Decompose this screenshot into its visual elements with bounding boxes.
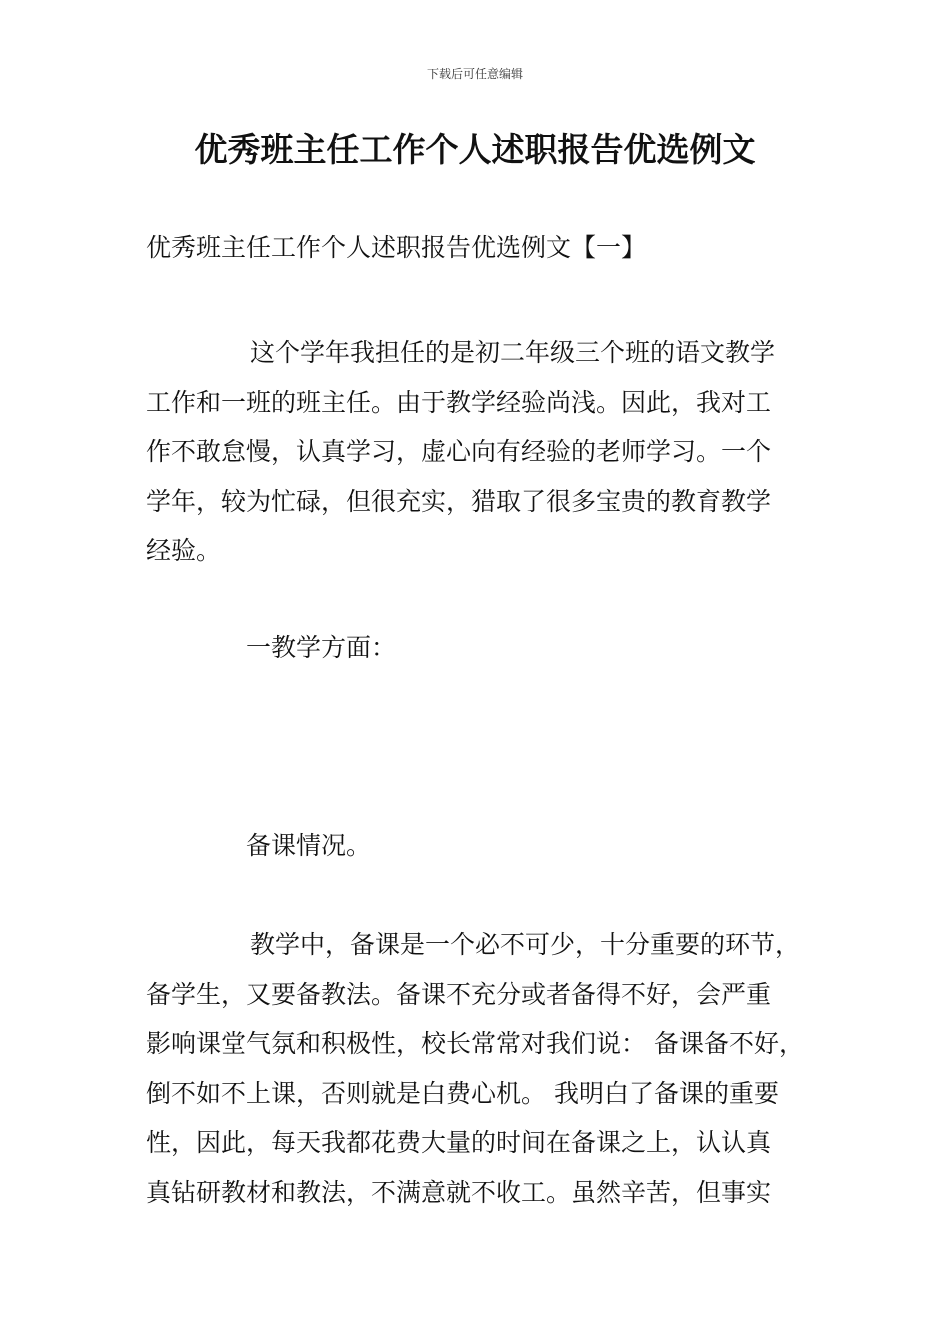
section-heading-teaching: 一教学方面： (246, 633, 397, 662)
paragraph-line: 倒不如不上课，否则就是白费心机。 我明白了备课的重要 (146, 1078, 779, 1108)
paragraph-line: 经验。 (146, 536, 222, 565)
paragraph-line: 性，因此，每天我都花费大量的时间在备课之上，认认真 (146, 1128, 772, 1157)
paragraph-line: 学年，较为忙碌，但很充实，猎取了很多宝贵的教育教学 (146, 486, 772, 516)
paragraph-line: 备学生，又要备教法。备课不充分或者备得不好，会严重 (146, 979, 772, 1009)
paragraph-line: 影响课堂气氛和积极性，校长常常对我们说： 备课备不好， (146, 1029, 804, 1058)
section-heading-lesson-prep: 备课情况。 (246, 831, 372, 860)
paragraph-line: 教学中，备课是一个必不可少，十分重要的环节， (250, 930, 801, 959)
paragraph-intro (146, 328, 814, 576)
header-note: 下载后可任意编辑 (426, 67, 523, 81)
paragraph-line: 作不敢怠慢，认真学习，虚心向有经验的老师学习。一个 (146, 437, 772, 466)
paragraph-lesson-prep (146, 920, 814, 1217)
paragraph-line: 工作和一班的班主任。由于教学经验尚浅。因此，我对工 (146, 387, 772, 417)
paragraph-line: 这个学年我担任的是初二年级三个班的语文教学 (250, 338, 776, 367)
document-title: 优秀班主任工作个人述职报告优选例文 (194, 130, 756, 169)
paragraph-line: 真钻研教材和教法，不满意就不收工。虽然辛苦，但事实 (146, 1177, 772, 1207)
section-subtitle: 优秀班主任工作个人述职报告优选例文【一】 (146, 233, 647, 262)
